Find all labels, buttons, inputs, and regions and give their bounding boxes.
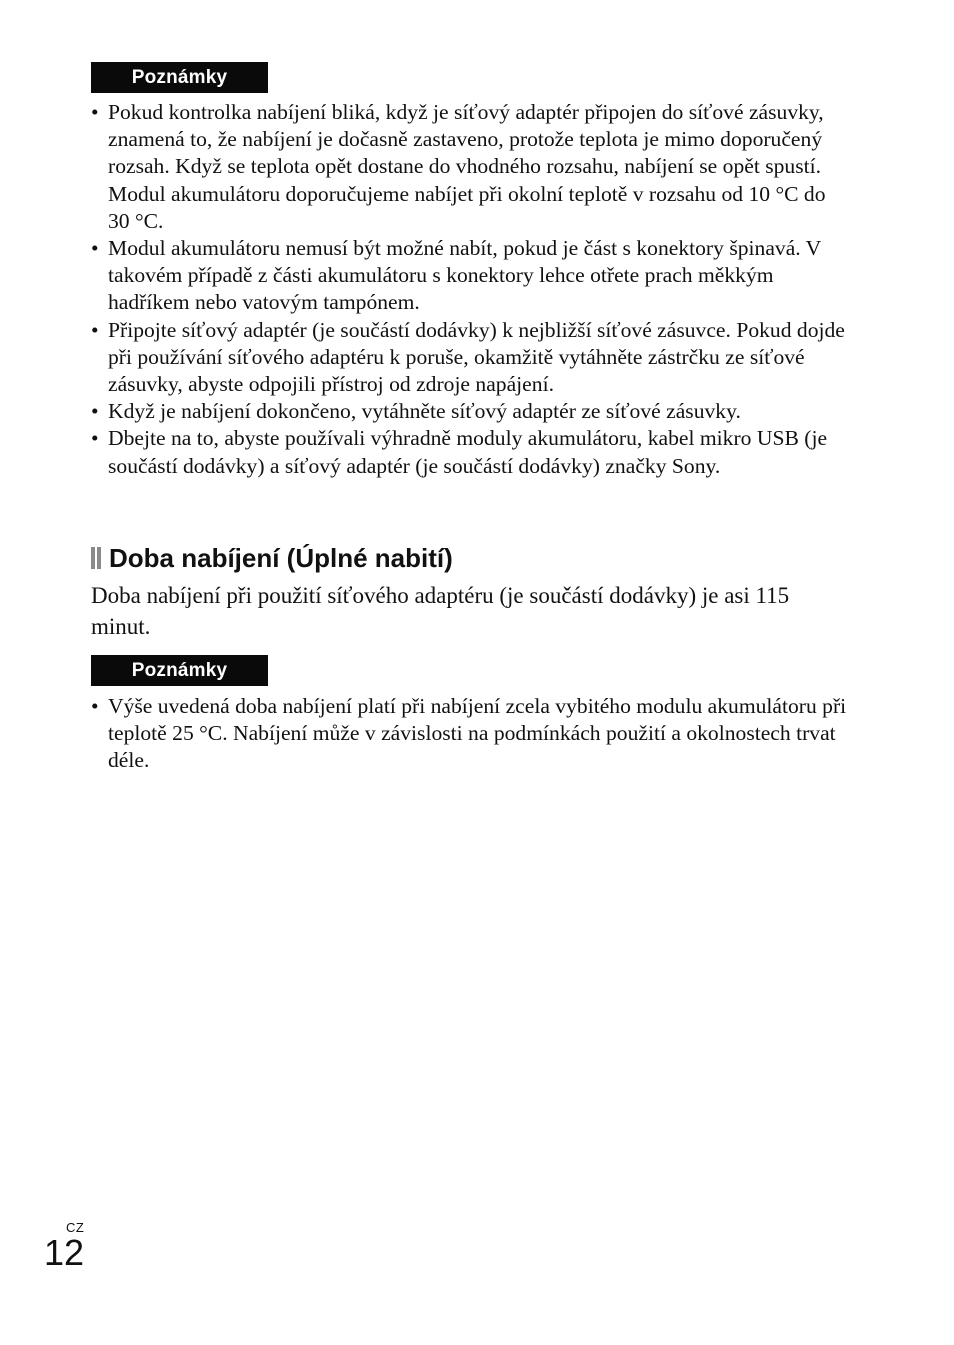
section-heading [91, 540, 453, 576]
list-item: • Dbejte na to, abyste používali výhradně moduly akumulátoru, kabel mikro USB (je součástí dodávky) a síťový adaptér (je součástí dodávky) značky Sony. [91, 425, 851, 479]
list-item: • Výše uvedená doba nabíjení platí při nabíjení zcela vybitého modulu akumulátoru při teplotě 25 °C. Nabíjení může v závislosti na podmínkách použití a okolnostech trvat déle. [91, 693, 851, 775]
list-item: • Modul akumulátoru nemusí být možné nabít, pokud je část s konektory špinavá. V takovém případě z části akumulátoru s konektory lehce otřete prach měkkým hadříkem nebo vatovým tampónem. [91, 235, 851, 317]
heading-marker-icon [91, 547, 105, 569]
notes-list [91, 693, 851, 775]
notes-list [91, 99, 851, 480]
page-number: 12 [44, 1232, 85, 1273]
list-item: • Připojte síťový adaptér (je součástí dodávky) k nejbližší síťové zásuvce. Pokud dojde při používání síťového adaptéru k poruše, okamžitě vytáhněte zástrčku ze síťové zásuvky, abyste odpojili přístroj od zdroje napájení. [91, 317, 851, 399]
notes-label: Poznámky [91, 62, 268, 93]
section-body: Doba nabíjení při použití síťového adaptéru (je součástí dodávky) je asi 115 minut. [91, 583, 790, 639]
list-item: • Pokud kontrolka nabíjení bliká, když je síťový adaptér připojen do síťové zásuvky, znamená to, že nabíjení je dočasně zastaveno, protože teplota je mimo doporučený rozsah. Když se teplota opět dostane do vhodného rozsahu, nabíjení se opět spustí. Modul akumulátoru doporučujeme nabíjet při okolní teplotě v rozsahu od 10 °C do 30 °C. [91, 99, 851, 235]
section-title: Doba nabíjení (Úplné nabití) [109, 542, 453, 573]
notes-label: Poznámky [91, 655, 268, 686]
list-item: • Když je nabíjení dokončeno, vytáhněte síťový adaptér ze síťové zásuvky. [91, 398, 851, 425]
language-code: CZ [66, 1220, 85, 1235]
